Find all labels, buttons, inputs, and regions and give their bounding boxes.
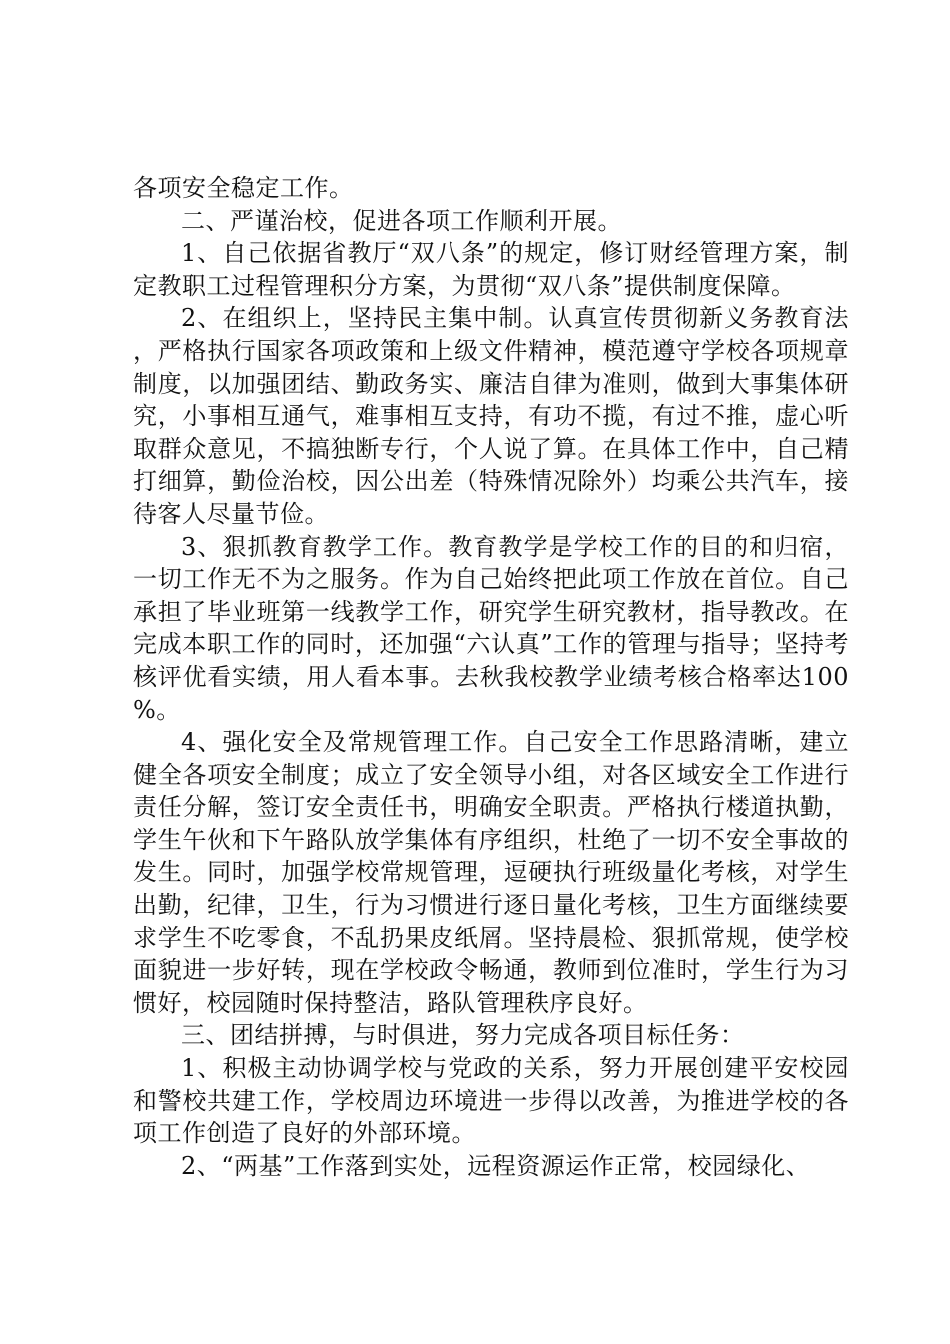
document-body <box>133 172 849 1182</box>
paragraph-3-1: 1、积极主动协调学校与党政的关系，努力开展创建平安校园和警校共建工作，学校周边环境进一步得以改善，为推进学校的各项工作创造了良好的外部环境。 <box>133 1054 849 1148</box>
paragraph-2-4: 4、强化安全及常规管理工作。自己安全工作思路清晰，建立健全各项安全制度；成立了安全领导小组，对各区域安全工作进行责任分解，签订安全责任书，明确安全职责。严格执行楼道执勤，学生午伙和下午路队放学集体有序组织，杜绝了一切不安全事故的发生。同时，加强学校常规管理，逗硬执行班级量化考核，对学生出勤，纪律，卫生，行为习惯进行逐日量化考核，卫生方面继续要求学生不吃零食，不乱扔果皮纸屑。坚持晨检、狠抓常规，使学校面貌进一步好转，现在学校政令畅通，教师到位准时，学生行为习惯好，校园随时保持整洁，路队管理秩序良好。 <box>133 728 849 1017</box>
paragraph-continuation: 各项安全稳定工作。 <box>133 174 354 202</box>
section-heading-3: 三、团结拼搏，与时俱进，努力完成各项目标任务： <box>181 1021 745 1050</box>
section-heading-2: 二、严谨治校，促进各项工作顺利开展。 <box>181 206 622 235</box>
paragraph-2-2: 2、在组织上，坚持民主集中制。认真宣传贯彻新义务教育法，严格执行国家各项政策和上级文件精神，模范遵守学校各项规章制度，以加强团结、勤政务实、廉洁自律为准则，做到大事集体研究，小事相互通气，难事相互支持，有功不揽，有过不推，虚心听取群众意见，不搞独断专行，个人说了算。在具体工作中，自己精打细算，勤俭治校，因公出差（特殊情况除外）均乘公共汽车，接待客人尽量节俭。 <box>133 304 849 528</box>
paragraph-2-3: 3、狠抓教育教学工作。教育教学是学校工作的目的和归宿，一切工作无不为之服务。作为自己始终把此项工作放在首位。自己承担了毕业班第一线教学工作，研究学生研究教材，指导教改。在完成本职工作的同时，还加强“六认真”工作的管理与指导；坚持考核评优看实绩，用人看本事。去秋我校教学业绩考核合格率达100%。 <box>133 532 849 724</box>
paragraph-2-1: 1、自己依据省教厅“双八条”的规定，修订财经管理方案，制定教职工过程管理积分方案，为贯彻“双八条”提供制度保障。 <box>133 239 849 300</box>
paragraph-3-2: 2、“两基”工作落到实处，远程资源运作正常，校园绿化、 <box>181 1151 811 1180</box>
